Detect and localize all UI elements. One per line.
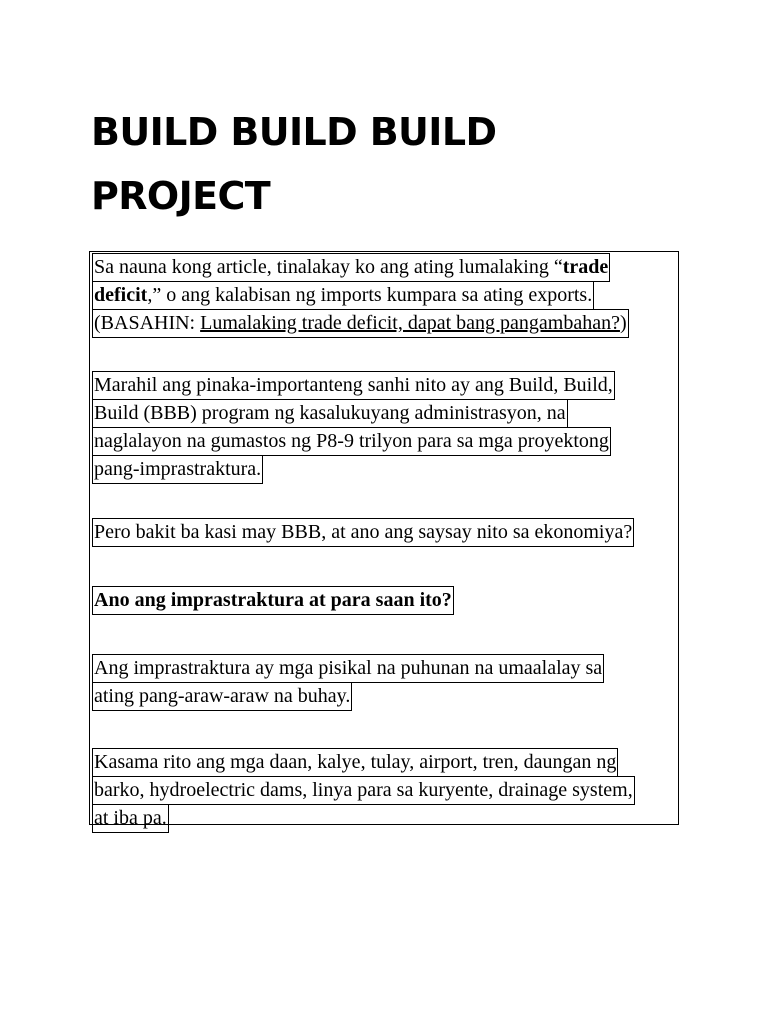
title-line-2: PROJECT: [91, 174, 271, 218]
text-line: barko, hydroelectric dams, linya para sa kuryente, drainage system,: [92, 776, 635, 805]
text-run: (BASAHIN:: [94, 312, 201, 334]
text-run: ): [619, 312, 627, 334]
section-heading: [92, 586, 454, 614]
text-line: Kasama rito ang mga daan, kalye, tulay, airport, tren, daungan ng: [92, 748, 618, 777]
paragraph-definition: [92, 654, 604, 710]
article-body: [89, 251, 679, 829]
text-line: pang-imprastraktura.: [92, 455, 263, 484]
text-line: Pero bakit ba kasi may BBB, at ano ang saysay nito sa ekonomiya?: [92, 518, 634, 547]
text-line: Ano ang imprastraktura at para saan ito?: [92, 586, 454, 615]
text-line: Ang imprastraktura ay mga pisikal na puhunan na umaalalay sa: [92, 654, 604, 683]
text-line: Marahil ang pinaka-importanteng sanhi nito ay ang Build, Build,: [92, 371, 615, 400]
title-line-1: BUILD BUILD BUILD: [91, 110, 497, 154]
text-line: Build (BBB) program ng kasalukuyang administrasyon, na: [92, 399, 568, 428]
paragraph-examples: [92, 748, 635, 832]
text-line: naglalayon na gumastos ng P8-9 trilyon para sa mga proyektong: [92, 427, 611, 456]
text-run: ,” o ang kalabisan ng imports kumpara sa ating exports.: [147, 284, 593, 306]
article-link[interactable]: Lumalaking trade deficit, dapat bang pangambahan?: [200, 312, 620, 334]
page-title: [91, 100, 691, 228]
text-line: ating pang-araw-araw na buhay.: [92, 682, 352, 711]
paragraph-intro: [92, 253, 629, 337]
text-run: Sa nauna kong article, tinalakay ko ang ating lumalaking “: [94, 256, 563, 278]
text-line: at iba pa.: [92, 804, 169, 833]
paragraph-bbb-cause: [92, 371, 615, 483]
text-line: [92, 253, 610, 282]
bold-term: deficit: [94, 284, 148, 306]
text-line: [92, 281, 594, 310]
bold-term: trade: [562, 256, 609, 278]
text-line: [92, 309, 629, 338]
paragraph-question: [92, 518, 634, 546]
